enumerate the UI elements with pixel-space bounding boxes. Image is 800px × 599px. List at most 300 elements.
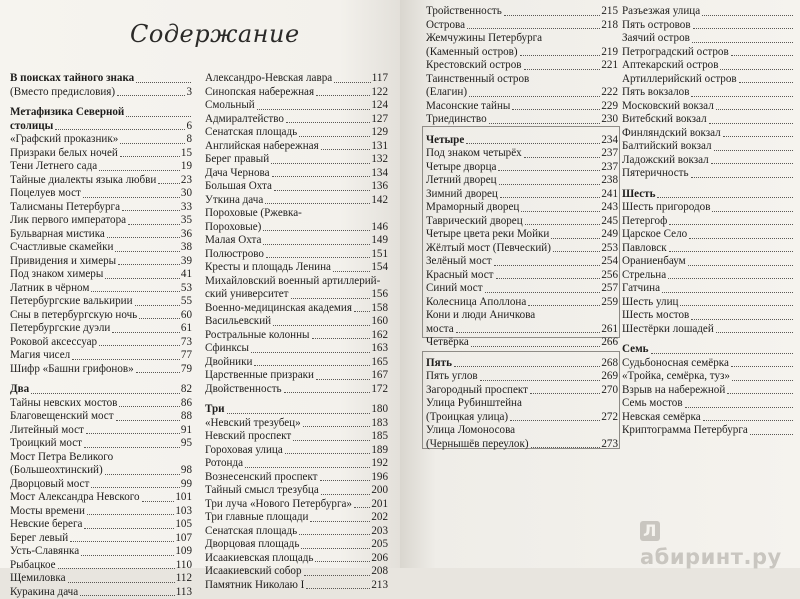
toc-entry — [205, 444, 388, 458]
toc-entry-page-number: 110 — [176, 559, 192, 573]
toc-entry-page-number: 33 — [181, 201, 192, 215]
toc-dot-leader — [107, 237, 180, 238]
toc-entry — [205, 86, 388, 100]
toc-dot-leader — [668, 278, 793, 279]
toc-entry-title: Невские берега — [10, 518, 82, 532]
toc-entry-title: Полюстрово — [205, 248, 264, 262]
toc-entry — [10, 309, 192, 323]
toc-entry-title: «Графский проказник» — [10, 133, 118, 147]
toc-entry — [10, 572, 192, 586]
toc-entry — [10, 518, 192, 532]
toc-entry-title: Английская набережная — [205, 140, 319, 154]
toc-entry-page-number: 253 — [601, 242, 618, 256]
toc-entry-title: Шесть — [622, 188, 655, 202]
toc-entry — [10, 295, 192, 309]
toc-entry — [426, 269, 618, 283]
toc-entry-page-number: 208 — [371, 565, 388, 579]
toc-entry-page-number: 172 — [371, 383, 388, 397]
toc-entry — [205, 342, 388, 356]
toc-entry — [426, 73, 618, 87]
toc-entry-page-number: 185 — [371, 430, 388, 444]
toc-entry-title: Тайные диалекты языка любви — [10, 174, 156, 188]
toc-dot-leader — [81, 555, 174, 556]
toc-entry-page-number: 201 — [371, 498, 388, 512]
toc-entry — [205, 525, 388, 539]
toc-entry-page-number: 107 — [175, 532, 192, 546]
toc-entry-title: Куракина дача — [10, 586, 78, 599]
toc-entry-page-number: 19 — [181, 160, 192, 174]
toc-dot-leader — [312, 338, 371, 339]
toc-entry-page-number: 98 — [181, 464, 192, 478]
toc-entry-page-number: 268 — [601, 357, 618, 371]
toc-dot-leader — [551, 238, 600, 239]
toc-dot-leader — [118, 264, 180, 265]
toc-entry-page-number: 180 — [371, 403, 388, 417]
toc-entry-title: Малая Охта — [205, 234, 261, 248]
toc-entry-title: Под знаком четырёх — [426, 147, 522, 161]
toc-entry-page-number: 221 — [601, 59, 618, 73]
toc-entry-title: Ростральные колонны — [205, 329, 310, 343]
toc-entry — [10, 363, 192, 377]
toc-entry-title: Гороховая улица — [205, 444, 283, 458]
toc-entry — [426, 357, 618, 371]
toc-entry-title: Пороховые) — [205, 221, 261, 235]
toc-entry — [10, 255, 192, 269]
toc-entry-page-number: 103 — [175, 505, 192, 519]
toc-entry — [205, 383, 388, 397]
toc-entry-page-number: 36 — [181, 228, 192, 242]
toc-entry-title: (Большеохтинский) — [10, 464, 103, 478]
toc-entry-title: Судьбоносная семёрка — [622, 357, 729, 371]
toc-dot-leader — [489, 123, 601, 124]
toc-dot-leader — [685, 407, 793, 408]
toc-dot-leader — [99, 345, 180, 346]
toc-dot-leader — [271, 163, 370, 164]
toc-entry-title: Мост Александра Невского — [10, 491, 140, 505]
toc-entry-title: Памятник Николаю I — [205, 579, 304, 593]
toc-dot-leader — [119, 406, 180, 407]
toc-dot-leader — [662, 292, 793, 293]
toc-entry-title: Троицкий мост — [10, 437, 82, 451]
toc-entry — [205, 221, 388, 235]
toc-dot-leader — [692, 42, 793, 43]
toc-dot-leader — [720, 69, 793, 70]
toc-entry — [205, 329, 388, 343]
toc-entry — [10, 214, 192, 228]
toc-dot-leader — [688, 265, 793, 266]
toc-entry-page-number: 60 — [181, 309, 192, 323]
toc-entry — [205, 403, 388, 417]
toc-entry-page-number: 256 — [601, 269, 618, 283]
toc-entry — [426, 113, 618, 127]
toc-entry — [622, 323, 794, 337]
toc-entry-page-number: 86 — [181, 397, 192, 411]
toc-dot-leader — [120, 156, 180, 157]
toc-entry-title: Четвёрка — [426, 336, 469, 350]
toc-entry — [205, 194, 388, 208]
toc-entry — [205, 207, 388, 221]
toc-dot-leader — [553, 251, 600, 252]
toc-entry-page-number: 273 — [601, 438, 618, 452]
toc-dot-leader — [91, 487, 180, 488]
toc-dot-leader — [136, 82, 191, 83]
toc-entry — [205, 140, 388, 154]
toc-dot-leader — [321, 149, 371, 150]
toc-entry — [10, 505, 192, 519]
toc-entry-title: Разъезжая улица — [622, 5, 700, 19]
toc-dot-leader — [651, 353, 794, 354]
toc-entry-page-number: 238 — [601, 174, 618, 188]
toc-entry — [205, 417, 388, 431]
toc-entry — [205, 471, 388, 485]
toc-column-right-1 — [426, 5, 618, 451]
toc-entry — [205, 288, 388, 302]
toc-dot-leader — [139, 318, 180, 319]
toc-dot-leader — [304, 575, 371, 576]
toc-entry-title: Жемчужины Петербурга — [426, 32, 542, 46]
toc-dot-leader — [84, 447, 180, 448]
labirint-logo-icon: Л — [640, 521, 660, 541]
toc-entry — [426, 215, 618, 229]
toc-entry — [10, 464, 192, 478]
toc-dot-leader — [499, 184, 601, 185]
toc-entry-title: Крестовский остров — [426, 59, 522, 73]
toc-entry — [622, 296, 794, 310]
toc-entry-title: Московский вокзал — [622, 100, 714, 114]
toc-dot-leader — [669, 251, 793, 252]
toc-entry — [622, 19, 794, 33]
toc-entry-title: Петроградский остров — [622, 46, 729, 60]
toc-entry-page-number: 105 — [175, 518, 192, 532]
toc-dot-leader — [251, 352, 370, 353]
toc-dot-leader — [466, 143, 600, 144]
toc-entry — [10, 160, 192, 174]
toc-entry-title: Пять — [426, 357, 452, 371]
toc-dot-leader — [530, 393, 600, 394]
toc-dot-leader — [709, 123, 793, 124]
toc-entry-title: Загородный проспект — [426, 384, 528, 398]
toc-entry — [205, 72, 388, 86]
toc-entry — [10, 268, 192, 282]
toc-entry — [622, 242, 794, 256]
toc-entry-page-number: 146 — [371, 221, 388, 235]
toc-dot-leader — [354, 507, 370, 508]
toc-dot-leader — [524, 69, 601, 70]
toc-entry-title: Благовещенский мост — [10, 410, 114, 424]
toc-entry-title: Пять углов — [426, 370, 478, 384]
toc-entry-title: моста — [426, 323, 454, 337]
toc-entry — [426, 174, 618, 188]
toc-dot-leader — [285, 453, 371, 454]
toc-entry-title: Шесть пригородов — [622, 201, 710, 215]
toc-dot-leader — [72, 359, 180, 360]
toc-entry — [622, 127, 794, 141]
toc-entry-page-number: 23 — [181, 174, 192, 188]
toc-entry-page-number: 142 — [371, 194, 388, 208]
toc-dot-leader — [80, 595, 175, 596]
toc-entry-page-number: 156 — [371, 288, 388, 302]
toc-entry — [622, 188, 794, 202]
toc-entry — [426, 5, 618, 19]
toc-entry — [205, 565, 388, 579]
toc-entry — [622, 86, 794, 100]
toc-entry-title: Жёлтый мост (Певческий) — [426, 242, 551, 256]
toc-entry-page-number: 234 — [601, 134, 618, 148]
toc-dot-leader — [471, 346, 601, 347]
toc-entry-page-number: 192 — [371, 457, 388, 471]
toc-entry-page-number: 241 — [601, 188, 618, 202]
toc-entry-title: Ротонда — [205, 457, 243, 471]
toc-entry — [205, 538, 388, 552]
toc-entry — [205, 275, 388, 289]
toc-entry — [622, 215, 794, 229]
toc-dot-leader — [521, 211, 600, 212]
toc-dot-leader — [315, 561, 370, 562]
toc-entry-title: Четыре — [426, 134, 464, 148]
toc-dot-leader — [115, 251, 180, 252]
toc-entry-title: Тайный смысл трезубца — [205, 484, 319, 498]
toc-entry-title: Три — [205, 403, 225, 417]
toc-dot-leader — [528, 305, 600, 306]
toc-entry-title: Щемиловка — [10, 572, 66, 586]
toc-entry — [10, 147, 192, 161]
toc-entry-page-number: 272 — [601, 411, 618, 425]
toc-dot-leader — [354, 311, 370, 312]
toc-entry-page-number: 230 — [601, 113, 618, 127]
toc-entry-title: Три луча «Нового Петербурга» — [205, 498, 352, 512]
toc-entry — [622, 357, 794, 371]
toc-entry-title: Литейный мост — [10, 424, 84, 438]
toc-dot-leader — [301, 548, 370, 549]
toc-entry-page-number: 215 — [601, 5, 618, 19]
toc-entry — [205, 302, 388, 316]
toc-entry — [622, 411, 794, 425]
toc-entry-title: Пятеричность — [622, 167, 689, 181]
toc-entry — [205, 579, 388, 593]
toc-entry-page-number: 200 — [371, 484, 388, 498]
toc-dot-leader — [83, 197, 180, 198]
toc-entry-title: Сенатская площадь — [205, 525, 297, 539]
toc-dot-leader — [504, 15, 601, 16]
toc-entry-title: (Елагин) — [426, 86, 467, 100]
toc-entry-title: Талисманы Петербурга — [10, 201, 120, 215]
toc-entry-page-number: 3 — [186, 86, 192, 100]
toc-entry-page-number: 112 — [176, 572, 192, 586]
toc-dot-leader — [135, 305, 180, 306]
toc-entry — [622, 397, 794, 411]
toc-entry — [426, 59, 618, 73]
toc-entry — [622, 424, 794, 438]
toc-entry-title: Зимний дворец — [426, 188, 498, 202]
toc-entry — [10, 241, 192, 255]
toc-dot-leader — [691, 96, 793, 97]
toc-dot-leader — [284, 392, 371, 393]
toc-entry-title: Семь — [622, 343, 649, 357]
toc-dot-leader — [70, 541, 174, 542]
toc-entry-title: Царственные призраки — [205, 369, 314, 383]
toc-entry-title: Артиллерийский остров — [622, 73, 737, 87]
toc-dot-leader — [291, 298, 371, 299]
toc-entry — [10, 349, 192, 363]
toc-dot-leader — [105, 474, 180, 475]
toc-entry-title: Улица Ломоносова — [426, 424, 515, 438]
toc-dot-leader — [122, 210, 180, 211]
toc-dot-leader — [500, 197, 600, 198]
toc-entry-title: Петергоф — [622, 215, 667, 229]
toc-entry-page-number: 162 — [371, 329, 388, 343]
toc-dot-leader — [334, 82, 371, 83]
toc-entry-title: Шестёрки лошадей — [622, 323, 714, 337]
toc-entry-page-number: 189 — [371, 444, 388, 458]
toc-dot-leader — [732, 380, 793, 381]
toc-entry-page-number: 88 — [181, 410, 192, 424]
toc-dot-leader — [116, 420, 180, 421]
toc-entry-page-number: 30 — [181, 187, 192, 201]
toc-entry-page-number: 124 — [371, 99, 388, 113]
toc-entry — [10, 424, 192, 438]
toc-entry-page-number: 151 — [371, 248, 388, 262]
toc-entry-title: Военно-медицинская академия — [205, 302, 352, 316]
toc-entry — [622, 343, 794, 357]
toc-dot-leader — [286, 122, 370, 123]
toc-entry-page-number: 79 — [181, 363, 192, 377]
toc-entry-title: Сны в петербургскую ночь — [10, 309, 137, 323]
toc-entry-page-number: 149 — [371, 234, 388, 248]
toc-dot-leader — [657, 197, 793, 198]
toc-entry-page-number: 163 — [371, 342, 388, 356]
toc-dot-leader — [731, 55, 793, 56]
toc-entry-title: Призраки белых ночей — [10, 147, 118, 161]
toc-entry-title: (Троицкая улица) — [426, 411, 508, 425]
toc-entry — [622, 100, 794, 114]
toc-dot-leader — [120, 143, 185, 144]
toc-dot-leader — [58, 568, 175, 569]
toc-entry-page-number: 196 — [371, 471, 388, 485]
toc-dot-leader — [274, 190, 370, 191]
toc-entry-title: Два — [10, 383, 29, 397]
toc-entry — [426, 188, 618, 202]
toc-entry — [10, 532, 192, 546]
toc-entry — [622, 59, 794, 73]
toc-entry — [622, 201, 794, 215]
toc-entry-title: Взрыв на набережной — [622, 384, 725, 398]
toc-entry-page-number: 73 — [181, 336, 192, 350]
toc-entry — [205, 167, 388, 181]
toc-dot-leader — [316, 379, 370, 380]
toc-entry-title: Три главные площади — [205, 511, 308, 525]
toc-entry — [10, 228, 192, 242]
toc-entry — [205, 457, 388, 471]
toc-entry-page-number: 6 — [186, 120, 192, 134]
toc-dot-leader — [524, 157, 601, 158]
toc-entry-page-number: 243 — [601, 201, 618, 215]
toc-entry-title: Пять вокзалов — [622, 86, 689, 100]
toc-dot-leader — [716, 332, 793, 333]
toc-entry-title: Адмиралтейство — [205, 113, 284, 127]
toc-entry — [622, 140, 794, 154]
toc-entry-title: Таврический дворец — [426, 215, 523, 229]
toc-entry-title: столицы — [10, 120, 53, 134]
toc-entry — [426, 336, 618, 350]
toc-entry-title: Дворцовый мост — [10, 478, 89, 492]
toc-entry-page-number: 229 — [601, 100, 618, 114]
toc-entry-title: Гатчина — [622, 282, 660, 296]
toc-entry-page-number: 127 — [371, 113, 388, 127]
toc-dot-leader — [55, 129, 185, 130]
toc-dot-leader — [712, 211, 793, 212]
toc-entry — [205, 552, 388, 566]
toc-entry-page-number: 53 — [181, 282, 192, 296]
toc-entry-title: Уткина дача — [205, 194, 263, 208]
toc-entry-page-number: 219 — [601, 46, 618, 60]
toc-entry-title: Царское Село — [622, 228, 687, 242]
toc-entry-title: Магия чисел — [10, 349, 70, 363]
toc-entry-title: Таинственный остров — [426, 73, 529, 87]
toc-entry-title: Двойники — [205, 356, 252, 370]
toc-entry — [426, 296, 618, 310]
toc-entry — [10, 545, 192, 559]
toc-entry — [622, 113, 794, 127]
toc-dot-leader — [84, 528, 174, 529]
toc-entry-title: Кони и люди Аничкова — [426, 309, 535, 323]
toc-entry-page-number: 237 — [601, 161, 618, 175]
toc-dot-leader — [711, 163, 793, 164]
toc-entry — [205, 430, 388, 444]
toc-entry-title: Шесть мостов — [622, 309, 689, 323]
toc-entry-page-number: 165 — [371, 356, 388, 370]
toc-entry-title: Четыре дворца — [426, 161, 496, 175]
toc-entry-title: Синий мост — [426, 282, 483, 296]
toc-entry-page-number: 257 — [601, 282, 618, 296]
toc-entry-title: Александро-Невская лавра — [205, 72, 332, 86]
toc-entry-page-number: 266 — [601, 336, 618, 350]
toc-dot-leader — [750, 434, 793, 435]
toc-entry-title: «Невский трезубец» — [205, 417, 301, 431]
toc-entry-page-number: 160 — [371, 315, 388, 329]
toc-entry-title: Масонские тайны — [426, 100, 510, 114]
toc-entry — [10, 336, 192, 350]
toc-entry — [205, 113, 388, 127]
toc-entry-title: Лик первого императора — [10, 214, 126, 228]
toc-dot-leader — [727, 393, 793, 394]
toc-entry — [10, 437, 192, 451]
toc-entry — [10, 410, 192, 424]
toc-entry — [10, 133, 192, 147]
toc-entry-page-number: 129 — [371, 126, 388, 140]
toc-entry — [426, 438, 618, 452]
toc-dot-leader — [496, 278, 601, 279]
toc-entry — [426, 397, 618, 411]
toc-entry-page-number: 99 — [181, 478, 192, 492]
toc-entry — [205, 356, 388, 370]
toc-dot-leader — [680, 305, 793, 306]
toc-dot-leader — [306, 588, 370, 589]
toc-entry — [10, 187, 192, 201]
toc-entry — [426, 19, 618, 33]
toc-entry-title: В поисках тайного знака — [10, 72, 134, 86]
toc-dot-leader — [68, 582, 175, 583]
toc-entry — [205, 484, 388, 498]
labirint-watermark — [640, 521, 800, 569]
toc-entry-title: Роковой аксессуар — [10, 336, 97, 350]
toc-dot-leader — [512, 109, 600, 110]
toc-entry-page-number: 113 — [176, 586, 192, 599]
toc-entry — [205, 99, 388, 113]
toc-dot-leader — [299, 136, 370, 137]
toc-entry — [10, 478, 192, 492]
toc-entry — [622, 228, 794, 242]
toc-dot-leader — [117, 95, 185, 96]
